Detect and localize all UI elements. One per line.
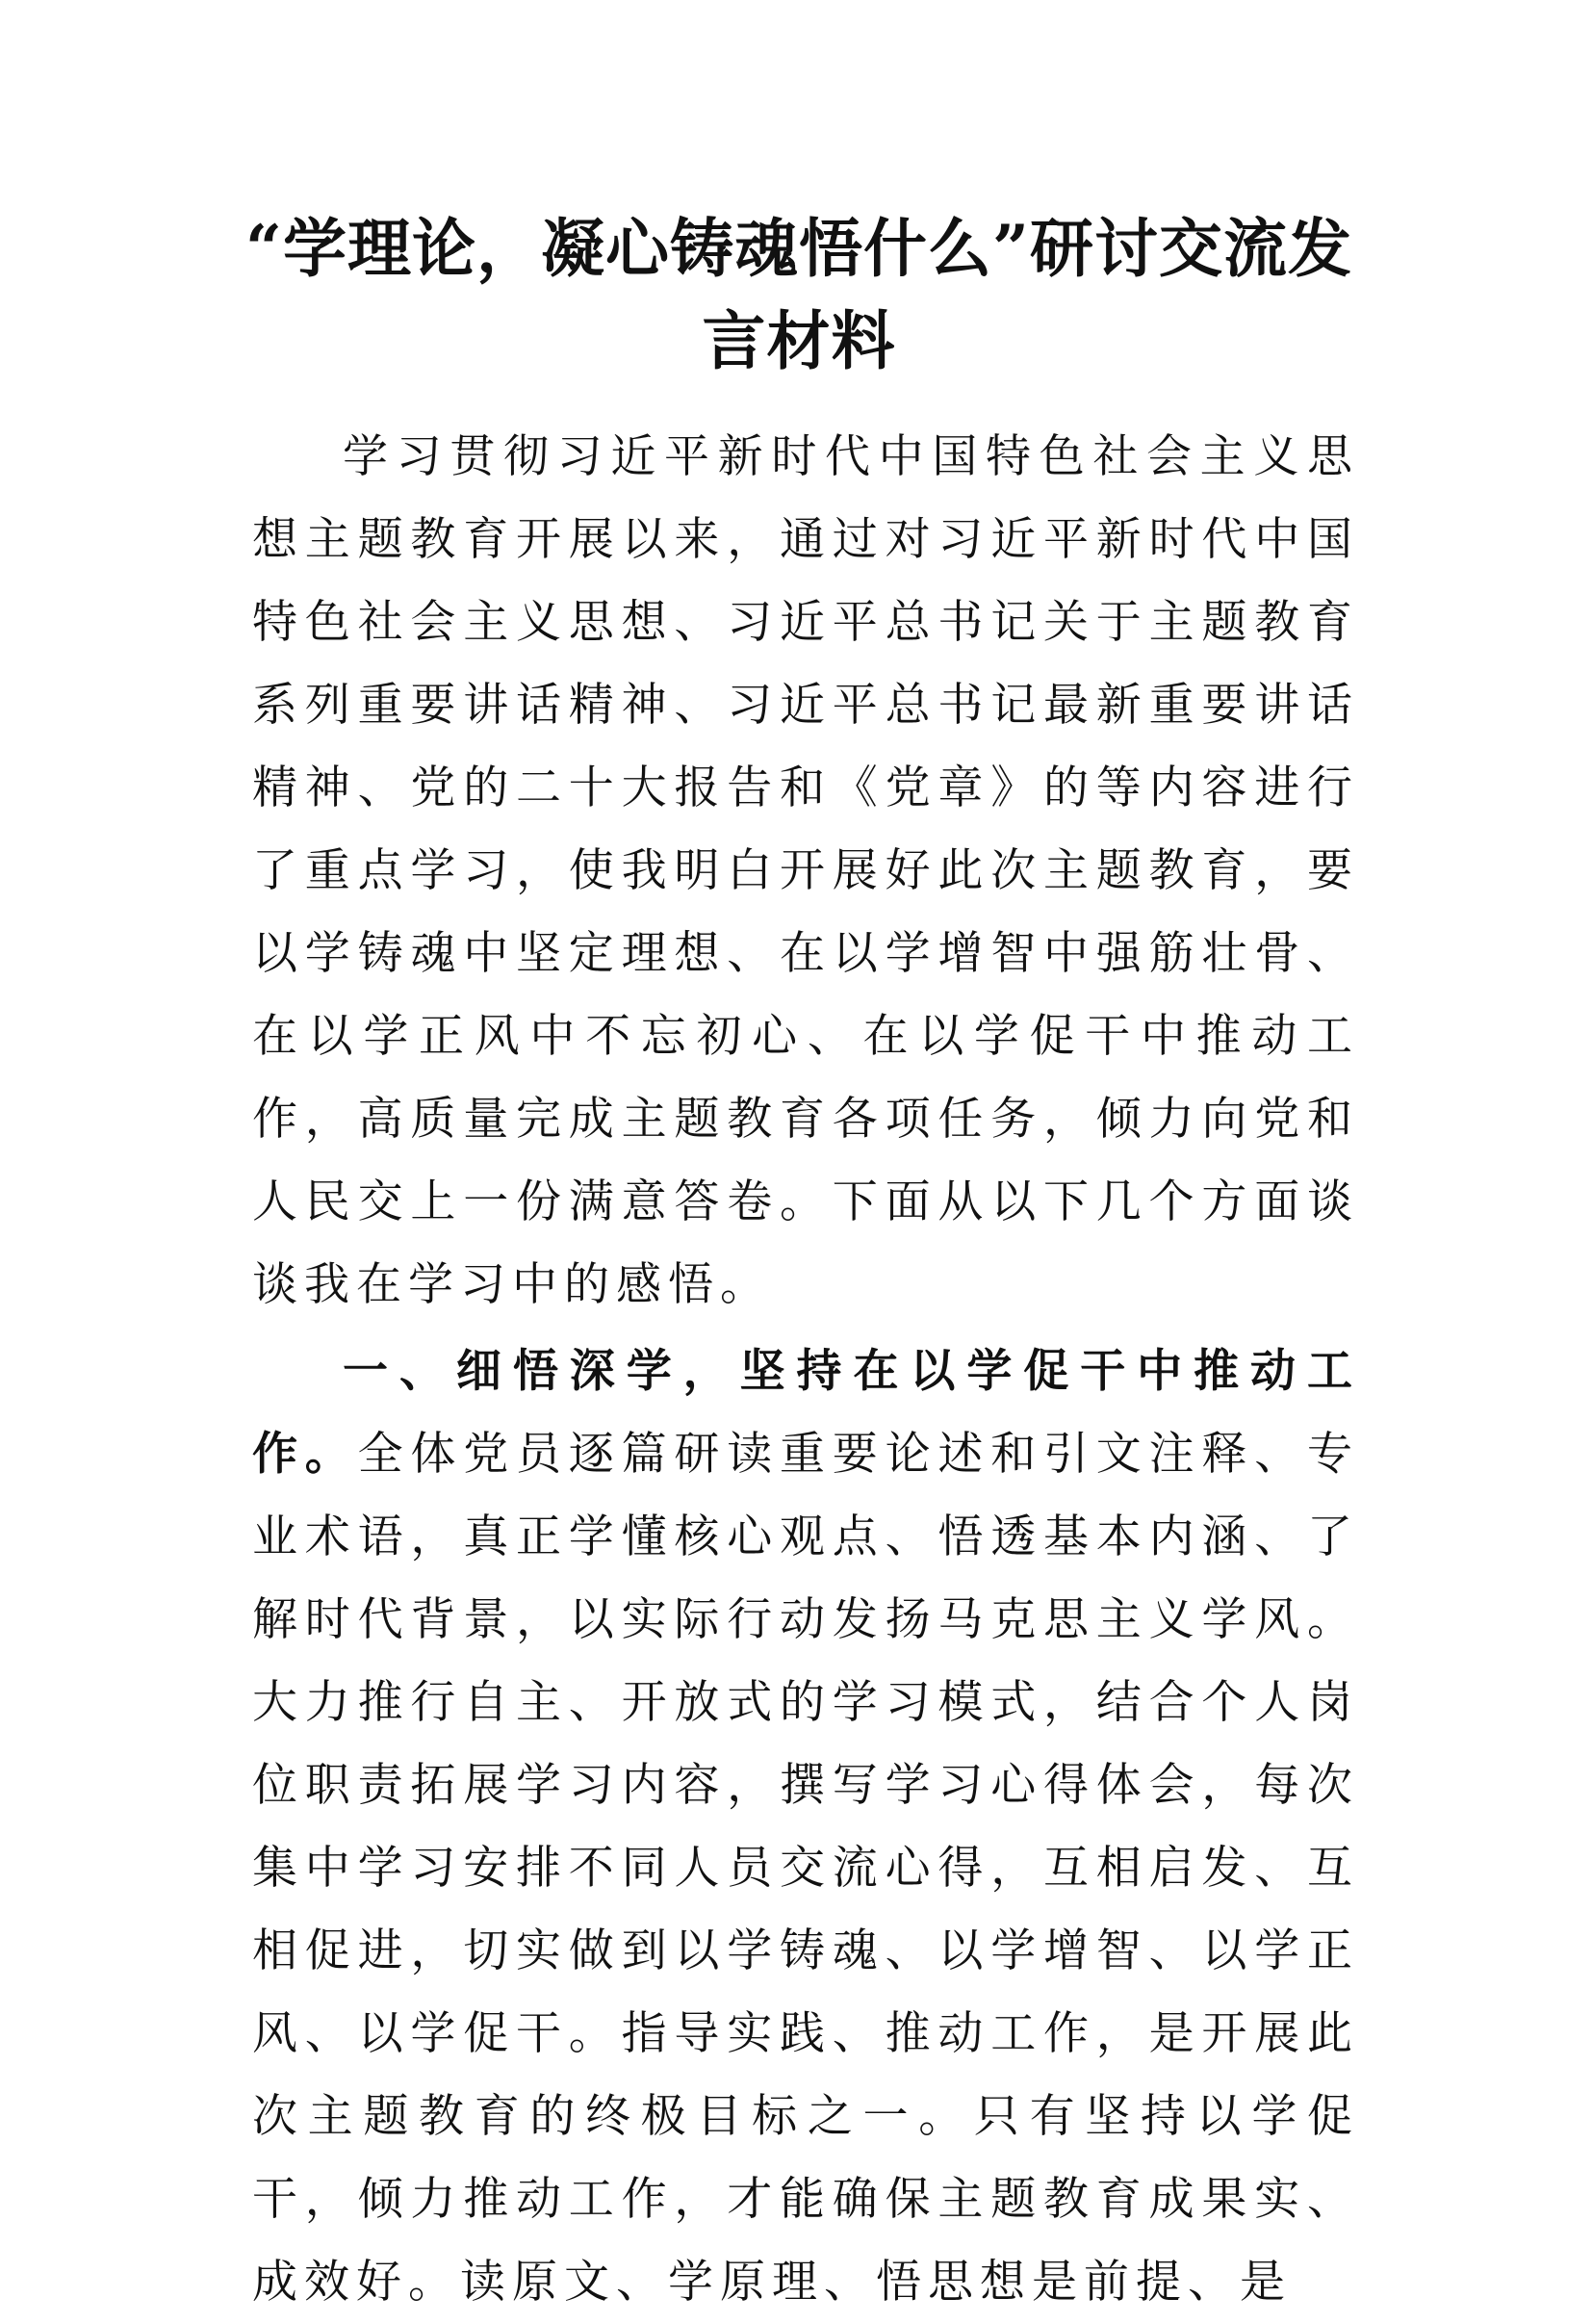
paragraph-intro bbox=[252, 416, 1359, 1327]
section-1-heading: 一、细悟深学，坚持在以学促干中推动工作。 bbox=[252, 1345, 1359, 1481]
document-title: “学理论，凝心铸魂悟什么”研讨交流发言材料 bbox=[245, 211, 1352, 378]
paragraph-section-1 bbox=[252, 1330, 1359, 2324]
document-body bbox=[252, 416, 1359, 2324]
section-1-text: 全体党员逐篇研读重要论述和引文注释、专业术语，真正学懂核心观点、悟透基本内涵、了解时代背景，以实际行动发扬马克思主义学风。大力推行自主、开放式的学习模式，结合个人岗位职责拓展学习内容，撰写学习心得体会，每次集中学习安排不同人员交流心得，互相启发、互相促进，切实做到以学铸魂、以学增智、以学正风、以学促干。指导实践、推动工作，是开展此次主题教育的终极目标之一。只有坚持以学促干，倾力推动工作，才能确保主题教育成果实、成效好。读原文、学原理、悟思想是前提、是 bbox=[252, 1428, 1360, 2309]
paragraph-intro-text: 学习贯彻习近平新时代中国特色社会主义思想主题教育开展以来，通过对习近平新时代中国特色社会主义思想、习近平总书记关于主题教育系列重要讲话精神、习近平总书记最新重要讲话精神、党的二十大报告和《党章》的等内容进行了重点学习，使我明白开展好此次主题教育，要以学铸魂中坚定理想、在以学增智中强筋壮骨、在以学正风中不忘初心、在以学促干中推动工作，高质量完成主题教育各项任务，倾力向党和人民交上一份满意答卷。下面从以下几个方面谈谈我在学习中的感悟。 bbox=[252, 430, 1359, 1311]
